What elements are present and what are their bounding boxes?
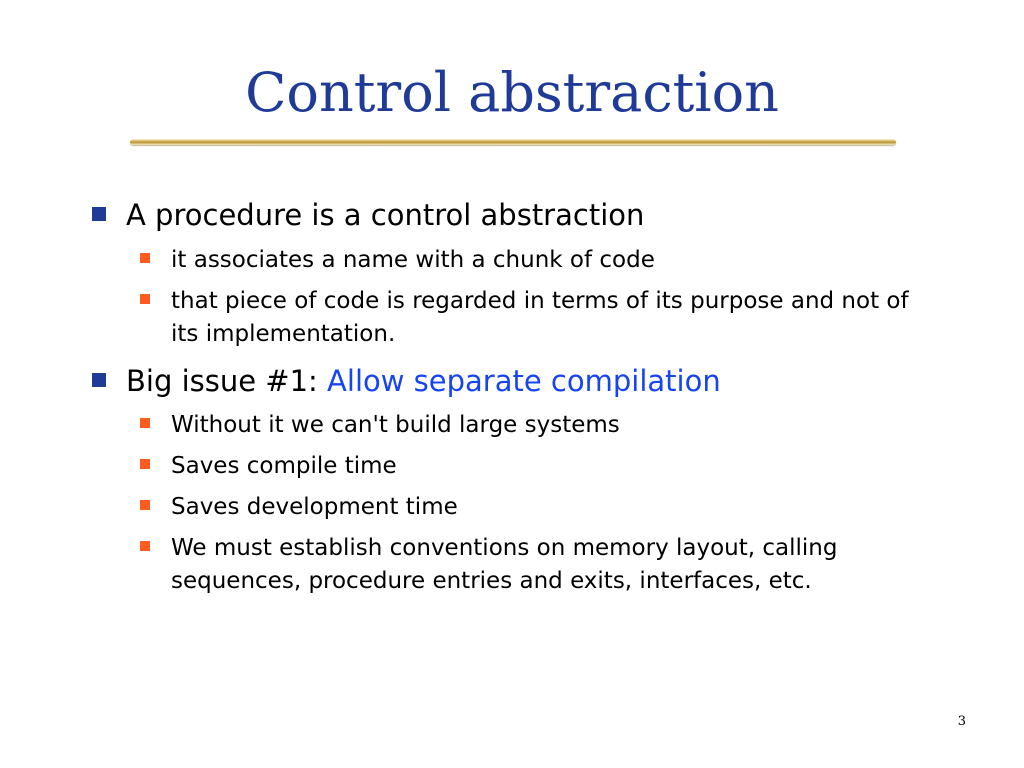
main-bullet-big-issue: [92, 364, 932, 398]
main-bullet-text: A procedure is a control abstraction: [126, 198, 645, 232]
square-bullet-icon: [92, 207, 106, 221]
sub-bullet-conventions: [140, 532, 940, 598]
sub-bullet-name-code: [140, 244, 940, 277]
square-bullet-icon: [92, 373, 106, 387]
square-bullet-icon: [140, 500, 150, 510]
main-bullet-text: [126, 364, 926, 398]
sub-bullet-text: Saves compile time: [171, 453, 397, 479]
square-bullet-icon: [140, 294, 150, 304]
sub-bullet-compile-time: [140, 450, 940, 483]
slide-title: Control abstraction: [245, 61, 779, 124]
sub-bullet-text: We must establish conventions on memory layout, calling sequences, procedure entries and exits, interfaces, etc.: [171, 535, 838, 594]
sub-bullet-large-systems: [140, 409, 940, 442]
big-issue-label: Big issue #1:: [126, 364, 328, 398]
sub-bullet-text: Without it we can't build large systems: [171, 412, 620, 438]
sub-bullet-text: that piece of code is regarded in terms of its purpose and not of its implementation.: [171, 288, 909, 347]
separate-compilation-highlight: Allow separate compilation: [327, 364, 721, 398]
square-bullet-icon: [140, 459, 150, 469]
slide-page-number: 3: [957, 714, 966, 729]
main-bullet-procedure: [92, 198, 932, 232]
sub-bullet-development-time: [140, 491, 940, 524]
sub-bullet-text: it associates a name with a chunk of code: [171, 247, 655, 273]
sub-bullet-purpose: [140, 285, 940, 351]
square-bullet-icon: [140, 253, 150, 263]
square-bullet-icon: [140, 418, 150, 428]
sub-bullet-text: Saves development time: [171, 494, 458, 520]
square-bullet-icon: [140, 541, 150, 551]
